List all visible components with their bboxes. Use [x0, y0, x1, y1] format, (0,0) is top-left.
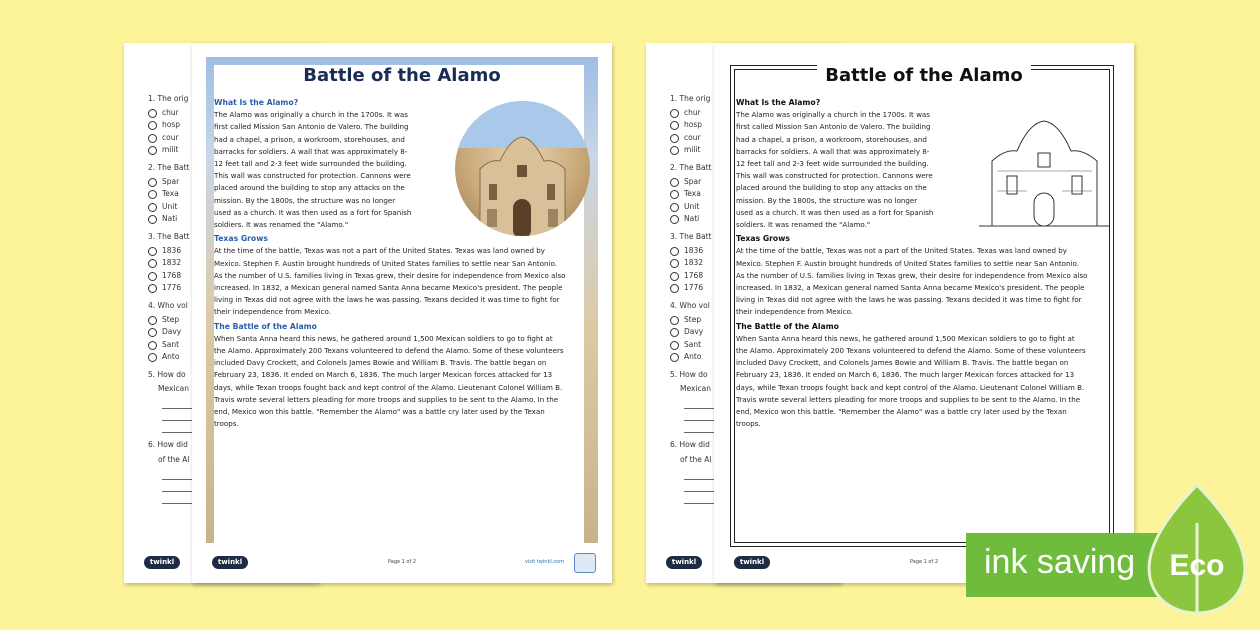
ink-saving-label: ink saving [984, 543, 1136, 581]
section-body: When Santa Anna heard this news, he gathered around 1,500 Mexican soldiers to go to fight at the Alamo. Approximately 200 Texans volunteered to defend the Alamo. Some of these volunteers included Davy Crockett, and Colonels James Bowie and William B. Travis. The battle began on February 23, 1836. It ended on March 6, 1836. The much larger Mexican forces attacked for 13 days, while Texan troops fought back and kept control of the Alamo. Lieutenant Colonel William B. Travis wrote several letters pleading for more troops and supplies to be sent to the Alamo. In the end, Mexico won this battle. "Remember the Alamo" was a battle cry later used by the Texan troops. [214, 333, 564, 429]
eco-label: Eco [1169, 549, 1225, 582]
answer-option[interactable]: Nati [670, 213, 814, 225]
answer-option[interactable]: Step [670, 314, 814, 326]
answer-option[interactable]: hosp [670, 119, 814, 131]
answer-option[interactable]: Nati [148, 213, 292, 225]
answer-option[interactable]: hosp [148, 119, 292, 131]
answer-option[interactable]: 1832 [148, 257, 292, 269]
answer-option[interactable]: Unit [148, 201, 292, 213]
section-heading: What Is the Alamo? [736, 98, 821, 107]
question-label: 6. How did [148, 440, 188, 450]
answer-option[interactable]: Anto [670, 351, 814, 363]
answer-option[interactable]: 1768 [148, 270, 292, 282]
section-heading: The Battle of the Alamo [214, 321, 317, 331]
question-label: 2. The Batt [148, 163, 190, 173]
reading-text [736, 95, 1088, 432]
section-body: At the time of the battle, Texas was not a part of the United States. Texas was land owned by Mexico. Stephen F. Austin brought hundreds of United States families to settle near San Antonio. As the number of U.S. families living in Texas grew, their desire for independence from Mexico also increased. In 1832, a Mexican general named Santa Anna became Mexico's president. The people living in Texas did not agree with the laws he was passing. Texans decided it was time to fight for their independence from Mexico. [214, 246, 566, 317]
answer-option[interactable]: chur [670, 107, 814, 119]
question-sub: Mexican [680, 384, 711, 394]
answer-option[interactable]: Anto [148, 351, 292, 363]
question-label: 4. Who vol [670, 301, 710, 311]
answer-option[interactable]: 1776 [148, 282, 292, 294]
worksheet-title: Battle of the Alamo [192, 65, 612, 86]
section-heading: Texas Grows [736, 234, 790, 244]
section-body: When Santa Anna heard this news, he gathered around 1,500 Mexican soldiers to go to fight at the Alamo. Approximately 200 Texans volunteered to defend the Alamo. Some of these volunteers included Davy Crockett, and Colonels James Bowie and William B. Travis. The battle began on February 23, 1836. It ended on March 6, 1836. The much larger Mexican forces attacked for 13 days, while Texan troops fought back and kept control of the Alamo. Lieutenant Colonel William B. Travis wrote several letters pleading for more troops and supplies to be sent to the Alamo. In the end, Mexico won this battle. "Remember the Alamo" was a battle cry later used by the Texan troops. [736, 333, 1086, 429]
visit-link: visit twinkl.com [524, 559, 564, 565]
answer-option[interactable]: 1768 [670, 270, 814, 282]
answer-option[interactable]: Sant [148, 339, 292, 351]
twinkl-logo: twinkl [144, 556, 180, 569]
answer-option[interactable]: 1836 [670, 245, 814, 257]
badge-icon [574, 553, 596, 573]
question-label: 5. How do [670, 370, 708, 380]
reading-text [214, 95, 566, 432]
question-sub: of the Al [158, 454, 190, 464]
answer-option[interactable]: milit [670, 144, 814, 156]
twinkl-logo: twinkl [212, 556, 248, 569]
answer-option[interactable]: Spar [670, 176, 814, 188]
section-heading: What Is the Alamo? [214, 98, 299, 107]
section-heading: Texas Grows [214, 234, 268, 244]
section-body: The Alamo was originally a church in the 1700s. It was first called Mission San Antonio de Valero. The building had a chapel, a prison, a workroom, storehouses, and barracks for soldiers. A wall that was approximately 8-12 feet tall and 2-3 feet wide surrounded the building. This wall was constructed for protection. Cannons were placed around the building to stop any attacks on the mission. By the 1800s, the structure was no longer used as a church. It was then used as a fort for Spanish soldiers. It was renamed the "Alamo." [214, 110, 412, 230]
question-label: 1. The orig [148, 94, 189, 103]
answer-option[interactable]: cour [670, 132, 814, 144]
question-label: 2. The Batt [670, 163, 712, 173]
answer-option[interactable]: milit [148, 144, 292, 156]
question-label: 5. How do [148, 370, 186, 380]
page-number: Page 1 of 2 [909, 559, 939, 565]
question-label: 3. The Batt [670, 232, 712, 242]
section-body: The Alamo was originally a church in the 1700s. It was first called Mission San Antonio de Valero. The building had a chapel, a prison, a workroom, storehouses, and barracks for soldiers. A wall that was approximately 8-12 feet tall and 2-3 feet wide surrounded the building. This wall was constructed for protection. Cannons were placed around the building to stop any attacks on the mission. By the 1800s, the structure was no longer used as a church. It was then used as a fort for Spanish soldiers. It was renamed the "Alamo." [736, 110, 934, 230]
twinkl-logo: twinkl [734, 556, 770, 569]
answer-option[interactable]: Step [148, 314, 292, 326]
question-label: 3. The Batt [148, 232, 190, 242]
answer-option[interactable]: Davy [148, 326, 292, 338]
worksheet-title: Battle of the Alamo [714, 65, 1134, 86]
section-heading: The Battle of the Alamo [736, 321, 839, 331]
answer-option[interactable]: Unit [670, 201, 814, 213]
answer-option[interactable]: cour [148, 132, 292, 144]
question-sub: of the Al [680, 454, 712, 464]
answer-option[interactable]: chur [148, 107, 292, 119]
answer-option[interactable]: Spar [148, 176, 292, 188]
answer-option[interactable]: Texa [670, 188, 814, 200]
page-number: Page 1 of 2 [387, 559, 417, 565]
answer-option[interactable]: 1776 [670, 282, 814, 294]
answer-option[interactable]: Davy [670, 326, 814, 338]
twinkl-logo: twinkl [666, 556, 702, 569]
question-label: 1. The orig [670, 94, 711, 103]
question-label: 6. How did [670, 440, 710, 450]
answer-option[interactable]: Sant [670, 339, 814, 351]
answer-option[interactable]: 1836 [148, 245, 292, 257]
eco-leaf-icon [1140, 483, 1255, 618]
answer-option[interactable]: Texa [148, 188, 292, 200]
question-label: 4. Who vol [148, 301, 188, 311]
answer-option[interactable]: 1832 [670, 257, 814, 269]
front-worksheet-color [192, 43, 612, 583]
section-body: At the time of the battle, Texas was not a part of the United States. Texas was land owned by Mexico. Stephen F. Austin brought hundreds of United States families to settle near San Antonio. As the number of U.S. families living in Texas grew, their desire for independence from Mexico also increased. In 1832, a Mexican general named Santa Anna became Mexico's president. The people living in Texas did not agree with the laws he was passing. Texans decided it was time to fight for their independence from Mexico. [736, 246, 1088, 317]
front-worksheet-bw [714, 43, 1134, 583]
question-sub: Mexican [158, 384, 189, 394]
